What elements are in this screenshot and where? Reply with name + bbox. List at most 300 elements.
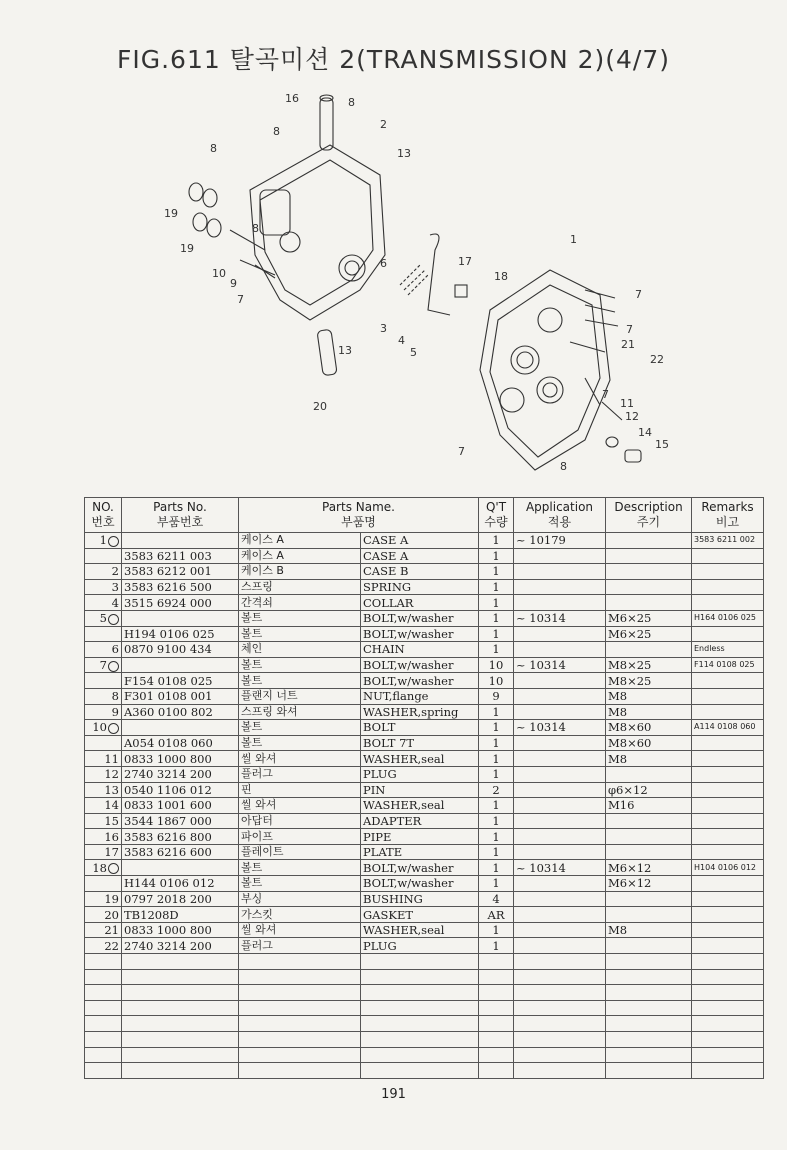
cell-en: BOLT,w/washer — [361, 610, 479, 626]
cell-app — [514, 938, 606, 954]
cell-pn: 0833 1000 800 — [122, 751, 239, 767]
table-row — [85, 688, 764, 704]
cell-rem — [692, 891, 764, 907]
cell-pn: 0540 1106 012 — [122, 782, 239, 798]
cell-empty — [361, 1063, 479, 1079]
cell-desc: M8×25 — [606, 657, 692, 673]
cell-rem — [692, 548, 764, 564]
cell-no — [85, 735, 122, 751]
cell-empty — [361, 1032, 479, 1048]
callout-label: 15 — [655, 438, 669, 451]
cell-pn: H194 0106 025 — [122, 626, 239, 642]
cell-qty: 1 — [479, 735, 514, 751]
cell-pn: H144 0106 012 — [122, 876, 239, 892]
cell-en: ADAPTER — [361, 813, 479, 829]
cell-qty: 1 — [479, 595, 514, 611]
table-row — [85, 782, 764, 798]
cell-desc: M16 — [606, 798, 692, 814]
case-a-drawing — [480, 270, 610, 470]
cell-pn: 0833 1001 600 — [122, 798, 239, 814]
cell-rem — [692, 907, 764, 923]
cell-app — [514, 922, 606, 938]
cell-empty — [692, 1047, 764, 1063]
cell-no: 17 — [85, 844, 122, 860]
cell-pn: 0797 2018 200 — [122, 891, 239, 907]
cell-en: WASHER,seal — [361, 751, 479, 767]
cell-empty — [692, 1000, 764, 1016]
cell-pn — [122, 720, 239, 736]
cell-empty — [122, 1000, 239, 1016]
cell-en: COLLAR — [361, 595, 479, 611]
pipe-drawing — [320, 98, 333, 150]
cell-no: 4 — [85, 595, 122, 611]
cell-no: 2 — [85, 564, 122, 580]
cell-pn: 0870 9100 434 — [122, 642, 239, 658]
cell-pn: A054 0108 060 — [122, 735, 239, 751]
cell-pn: A360 0100 802 — [122, 704, 239, 720]
cell-desc — [606, 642, 692, 658]
cell-rem — [692, 564, 764, 580]
cell-kr: 볼트 — [239, 860, 361, 876]
case-b-drawing — [250, 145, 385, 320]
callout-label: 22 — [650, 353, 664, 366]
table-row — [85, 938, 764, 954]
callout-label: 17 — [458, 255, 472, 268]
cell-app — [514, 688, 606, 704]
cell-empty — [514, 985, 606, 1001]
cell-empty — [479, 969, 514, 985]
cell-qty: 1 — [479, 766, 514, 782]
circle-mark-icon — [108, 863, 119, 874]
cell-rem — [692, 595, 764, 611]
cell-empty — [692, 985, 764, 1001]
cell-en: PLUG — [361, 938, 479, 954]
cell-en: BOLT,w/washer — [361, 876, 479, 892]
cell-empty — [606, 1047, 692, 1063]
table-row — [85, 720, 764, 736]
cell-rem — [692, 673, 764, 689]
cell-pn: 3583 6216 500 — [122, 579, 239, 595]
cell-pn: 2740 3214 200 — [122, 766, 239, 782]
cell-rem: F114 0108 025 — [692, 657, 764, 673]
cell-empty — [122, 1063, 239, 1079]
cell-empty — [122, 985, 239, 1001]
cell-pn — [122, 533, 239, 549]
cell-desc: M6×12 — [606, 860, 692, 876]
cell-pn: 3583 6211 003 — [122, 548, 239, 564]
cell-desc: φ6×12 — [606, 782, 692, 798]
cell-kr: 케이스 B — [239, 564, 361, 580]
blank-row — [85, 969, 764, 985]
cell-no: 7 — [85, 657, 122, 673]
cell-pn: 3515 6924 000 — [122, 595, 239, 611]
cell-no: 20 — [85, 907, 122, 923]
cell-en: BOLT,w/washer — [361, 657, 479, 673]
cell-no: 1 — [85, 533, 122, 549]
cell-no: 6 — [85, 642, 122, 658]
plate-drawing — [428, 234, 450, 315]
table-row — [85, 704, 764, 720]
table-header-row — [85, 498, 764, 533]
cell-desc — [606, 579, 692, 595]
cell-desc: M8×60 — [606, 720, 692, 736]
cell-empty — [514, 969, 606, 985]
blank-row — [85, 985, 764, 1001]
header-qty: Q'T 수량 — [479, 498, 514, 533]
callout-label: 6 — [380, 257, 387, 270]
cell-desc — [606, 548, 692, 564]
cell-kr: 플레이트 — [239, 844, 361, 860]
cell-no: 16 — [85, 829, 122, 845]
cell-en: SPRING — [361, 579, 479, 595]
cell-qty: 1 — [479, 798, 514, 814]
cell-desc: M6×12 — [606, 876, 692, 892]
header-no: NO. 번호 — [85, 498, 122, 533]
cell-rem: H164 0106 025 — [692, 610, 764, 626]
cell-empty — [361, 1016, 479, 1032]
cell-app — [514, 626, 606, 642]
cell-kr: 씰 와셔 — [239, 798, 361, 814]
cell-no: 3 — [85, 579, 122, 595]
cell-qty: 10 — [479, 673, 514, 689]
page-number: 191 — [381, 1087, 406, 1102]
cell-app: ~ 10179 — [514, 533, 606, 549]
exploded-parts-diagram — [130, 80, 690, 480]
cell-rem — [692, 766, 764, 782]
cell-en: WASHER,seal — [361, 922, 479, 938]
cell-en: WASHER,spring — [361, 704, 479, 720]
table-row — [85, 626, 764, 642]
cell-pn: 2740 3214 200 — [122, 938, 239, 954]
cell-en: CASE A — [361, 548, 479, 564]
cell-empty — [692, 969, 764, 985]
cell-empty — [514, 954, 606, 970]
cell-desc — [606, 938, 692, 954]
cell-empty — [514, 1000, 606, 1016]
cell-empty — [361, 969, 479, 985]
cell-qty: 1 — [479, 548, 514, 564]
cell-rem: 3583 6211 002 — [692, 533, 764, 549]
cell-rem — [692, 844, 764, 860]
callout-label: 19 — [164, 207, 178, 220]
cell-rem: Endless — [692, 642, 764, 658]
cell-app — [514, 844, 606, 860]
cell-qty: 1 — [479, 533, 514, 549]
cell-empty — [514, 1063, 606, 1079]
table-row — [85, 844, 764, 860]
cell-no: 14 — [85, 798, 122, 814]
cell-en: BOLT,w/washer — [361, 860, 479, 876]
parts-table — [84, 497, 764, 1079]
cell-kr: 핀 — [239, 782, 361, 798]
cell-empty — [239, 1047, 361, 1063]
cell-en: BUSHING — [361, 891, 479, 907]
cell-no: 13 — [85, 782, 122, 798]
cell-pn — [122, 610, 239, 626]
cell-empty — [361, 1047, 479, 1063]
cell-qty: 1 — [479, 720, 514, 736]
cell-no — [85, 626, 122, 642]
header-remarks: Remarks 비고 — [692, 498, 764, 533]
cell-kr: 케이스 A — [239, 548, 361, 564]
cell-empty — [606, 1032, 692, 1048]
cell-empty — [85, 985, 122, 1001]
callout-label: 2 — [380, 118, 387, 131]
callout-label: 4 — [398, 334, 405, 347]
blank-row — [85, 1016, 764, 1032]
table-row — [85, 798, 764, 814]
table-row — [85, 751, 764, 767]
cell-empty — [514, 1016, 606, 1032]
callout-label: 3 — [380, 322, 387, 335]
cell-qty: 1 — [479, 642, 514, 658]
callout-label: 13 — [338, 344, 352, 357]
cell-rem — [692, 688, 764, 704]
blank-row — [85, 1000, 764, 1016]
circle-mark-icon — [108, 723, 119, 734]
cell-en: BOLT — [361, 720, 479, 736]
header-application: Application 적용 — [514, 498, 606, 533]
callout-label: 5 — [410, 346, 417, 359]
table-row — [85, 610, 764, 626]
cell-qty: 1 — [479, 751, 514, 767]
figure-title: FIG.611 탈곡미션 2(TRANSMISSION 2)(4/7) — [116, 45, 671, 74]
table-row — [85, 595, 764, 611]
cell-kr: 스프링 와셔 — [239, 704, 361, 720]
circle-mark-icon — [108, 536, 119, 547]
cell-rem — [692, 751, 764, 767]
cell-en: PIN — [361, 782, 479, 798]
chain-drawing — [400, 265, 428, 295]
cell-kr: 볼트 — [239, 876, 361, 892]
table-row — [85, 735, 764, 751]
callout-label: 8 — [210, 142, 217, 155]
cell-empty — [85, 1016, 122, 1032]
cell-rem — [692, 922, 764, 938]
cell-rem — [692, 798, 764, 814]
table-row — [85, 860, 764, 876]
cell-qty: 2 — [479, 782, 514, 798]
cell-no: 5 — [85, 610, 122, 626]
table-row — [85, 766, 764, 782]
cell-app — [514, 642, 606, 658]
cell-empty — [85, 969, 122, 985]
cell-en: PIPE — [361, 829, 479, 845]
cell-desc — [606, 844, 692, 860]
cell-kr: 플러그 — [239, 766, 361, 782]
callout-label: 19 — [180, 242, 194, 255]
blank-row — [85, 954, 764, 970]
cell-app — [514, 798, 606, 814]
cell-pn: 3583 6212 001 — [122, 564, 239, 580]
callout-label: 21 — [621, 338, 635, 351]
table-row — [85, 657, 764, 673]
callout-label: 12 — [625, 410, 639, 423]
cell-empty — [514, 1047, 606, 1063]
cell-empty — [606, 1063, 692, 1079]
cell-empty — [239, 1032, 361, 1048]
callout-label: 1 — [570, 233, 577, 246]
cell-rem — [692, 813, 764, 829]
callout-label: 14 — [638, 426, 652, 439]
cell-app — [514, 704, 606, 720]
cell-desc — [606, 829, 692, 845]
callout-label: 7 — [626, 323, 633, 336]
table-row — [85, 891, 764, 907]
cell-no: 22 — [85, 938, 122, 954]
cell-empty — [239, 985, 361, 1001]
cell-qty: 9 — [479, 688, 514, 704]
cell-en: GASKET — [361, 907, 479, 923]
cell-qty: 1 — [479, 876, 514, 892]
cell-desc: M8 — [606, 704, 692, 720]
cell-empty — [361, 1000, 479, 1016]
cell-pn: 0833 1000 800 — [122, 922, 239, 938]
cell-app — [514, 735, 606, 751]
cell-app — [514, 813, 606, 829]
cell-desc: M6×25 — [606, 610, 692, 626]
cell-no — [85, 548, 122, 564]
cell-empty — [122, 1016, 239, 1032]
callout-label: 18 — [494, 270, 508, 283]
cell-rem — [692, 938, 764, 954]
cell-kr: 씰 와셔 — [239, 922, 361, 938]
cell-empty — [606, 954, 692, 970]
cell-empty — [361, 985, 479, 1001]
cell-desc: M6×25 — [606, 626, 692, 642]
table-row — [85, 564, 764, 580]
cell-kr: 부싱 — [239, 891, 361, 907]
cell-qty: 10 — [479, 657, 514, 673]
cell-qty: 1 — [479, 626, 514, 642]
cell-empty — [606, 985, 692, 1001]
cell-desc: M8 — [606, 922, 692, 938]
cell-kr: 볼트 — [239, 657, 361, 673]
cell-kr: 케이스 A — [239, 533, 361, 549]
cell-desc: M8×25 — [606, 673, 692, 689]
cell-empty — [85, 954, 122, 970]
cell-empty — [85, 1063, 122, 1079]
cell-qty: 1 — [479, 922, 514, 938]
callout-label: 8 — [252, 222, 259, 235]
cell-pn: TB1208D — [122, 907, 239, 923]
cell-pn: 3583 6216 600 — [122, 844, 239, 860]
cell-no: 15 — [85, 813, 122, 829]
callout-label: 13 — [397, 147, 411, 160]
table-row — [85, 922, 764, 938]
cell-desc — [606, 813, 692, 829]
cell-app — [514, 595, 606, 611]
header-description: Description 주기 — [606, 498, 692, 533]
cell-qty: AR — [479, 907, 514, 923]
cell-empty — [606, 1016, 692, 1032]
cell-en: NUT,flange — [361, 688, 479, 704]
cell-kr: 체인 — [239, 642, 361, 658]
cell-empty — [122, 969, 239, 985]
cell-desc: M8×60 — [606, 735, 692, 751]
cell-qty: 1 — [479, 829, 514, 845]
cell-empty — [239, 1016, 361, 1032]
blank-row — [85, 1063, 764, 1079]
cell-empty — [606, 1000, 692, 1016]
cell-empty — [692, 954, 764, 970]
cell-en: CHAIN — [361, 642, 479, 658]
blank-row — [85, 1047, 764, 1063]
diagram-callouts — [164, 92, 669, 473]
cell-qty: 1 — [479, 938, 514, 954]
cell-app: ~ 10314 — [514, 657, 606, 673]
circle-mark-icon — [108, 614, 119, 625]
cell-kr: 스프링 — [239, 579, 361, 595]
cell-empty — [239, 969, 361, 985]
table-row — [85, 813, 764, 829]
cell-desc: M8 — [606, 688, 692, 704]
cell-en: BOLT 7T — [361, 735, 479, 751]
cell-no: 19 — [85, 891, 122, 907]
cell-pn: 3583 6216 800 — [122, 829, 239, 845]
cell-rem: A114 0108 060 — [692, 720, 764, 736]
cell-rem — [692, 735, 764, 751]
cell-kr: 볼트 — [239, 720, 361, 736]
callout-label: 9 — [230, 277, 237, 290]
cell-empty — [692, 1032, 764, 1048]
callout-label: 8 — [560, 460, 567, 473]
cell-qty: 1 — [479, 610, 514, 626]
cell-app — [514, 891, 606, 907]
cell-empty — [85, 1032, 122, 1048]
cell-empty — [692, 1063, 764, 1079]
cell-empty — [479, 1016, 514, 1032]
callout-label: 11 — [620, 397, 634, 410]
blank-row — [85, 1032, 764, 1048]
cell-app — [514, 907, 606, 923]
cell-empty — [692, 1016, 764, 1032]
cell-no: 8 — [85, 688, 122, 704]
cell-en: PLUG — [361, 766, 479, 782]
cell-app — [514, 782, 606, 798]
cell-empty — [239, 954, 361, 970]
table-row — [85, 642, 764, 658]
cell-app — [514, 548, 606, 564]
callout-label: 7 — [458, 445, 465, 458]
cell-kr: 가스킷 — [239, 907, 361, 923]
cell-app — [514, 751, 606, 767]
table-row — [85, 673, 764, 689]
cell-empty — [122, 954, 239, 970]
cell-kr: 볼트 — [239, 735, 361, 751]
cell-kr: 아답터 — [239, 813, 361, 829]
cell-empty — [85, 1000, 122, 1016]
cell-app — [514, 876, 606, 892]
cell-desc — [606, 907, 692, 923]
callout-label: 7 — [237, 293, 244, 306]
cell-rem — [692, 782, 764, 798]
cell-kr: 볼트 — [239, 626, 361, 642]
cell-empty — [606, 969, 692, 985]
callout-label: 10 — [212, 267, 226, 280]
cell-empty — [239, 1063, 361, 1079]
cell-desc — [606, 766, 692, 782]
cell-app — [514, 564, 606, 580]
cell-en: CASE B — [361, 564, 479, 580]
cell-no: 9 — [85, 704, 122, 720]
cell-empty — [514, 1032, 606, 1048]
cell-pn: 3544 1867 000 — [122, 813, 239, 829]
cell-kr: 파이프 — [239, 829, 361, 845]
callout-label: 16 — [285, 92, 299, 105]
cell-qty: 1 — [479, 813, 514, 829]
cell-qty: 1 — [479, 704, 514, 720]
